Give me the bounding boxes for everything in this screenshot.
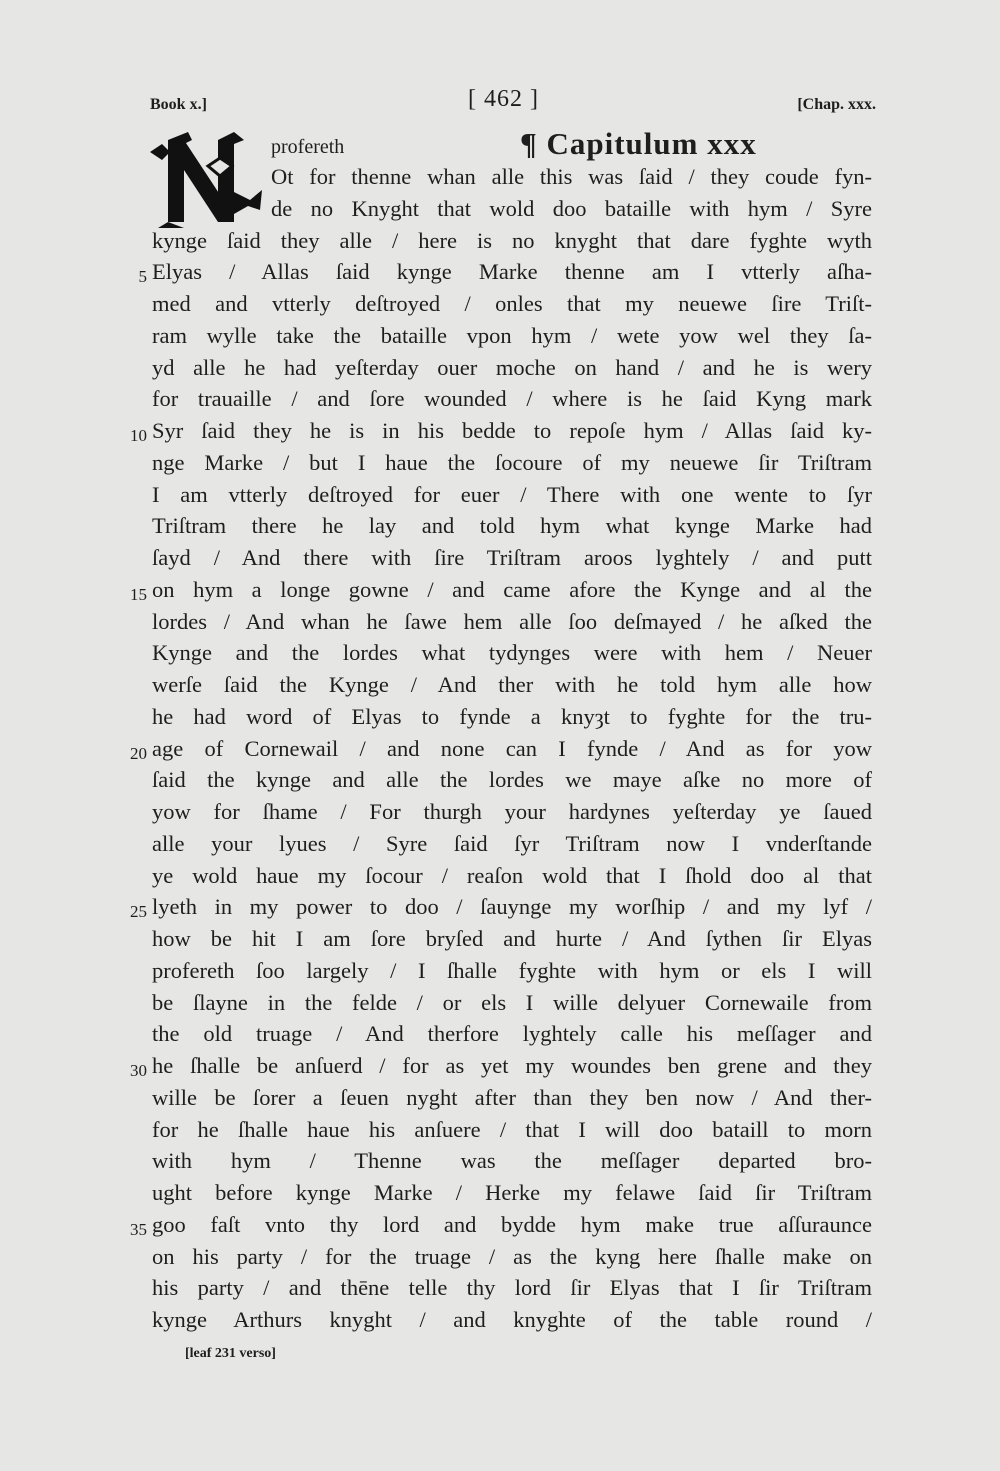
line-text: ſaid the kynge and alle the lordes we maye aſke no more of <box>152 767 872 793</box>
line-number: 15 <box>130 584 147 604</box>
line-number: 25 <box>130 902 147 922</box>
line-text: Ot for thenne whan alle this was ſaid / they coude fyn- <box>271 164 872 189</box>
text-line <box>0 831 1000 863</box>
line-number: 10 <box>130 426 147 445</box>
line-text: kynge Arthurs knyght / and knyghte of the table round / <box>152 1307 872 1332</box>
line-text: lyeth in my power to doo / ſauynge my worſhip / and my lyf / <box>152 894 872 920</box>
book-label: Book x.] <box>150 96 207 113</box>
line-text: Kynge and the lordes what tydynges were with hem / Neuer <box>152 640 872 666</box>
text-line <box>0 577 1000 609</box>
text-line <box>0 1244 1000 1276</box>
text-line <box>0 1275 1000 1307</box>
text-line <box>0 863 1000 895</box>
text-line <box>0 228 1000 260</box>
text-line <box>0 767 1000 799</box>
line-text: he ſhalle be anſuerd / for as yet my woundes ben grene and they <box>152 1053 872 1078</box>
line-text: kynge ſaid they alle / here is no knyght that dare fyghte wyth <box>152 227 872 253</box>
text-line <box>0 640 1000 672</box>
line-number: 20 <box>130 743 147 763</box>
text-line <box>0 609 1000 641</box>
line-text: nge Marke / but I haue the ſocoure of my neuewe ſir Triſtram <box>152 449 872 475</box>
text-line <box>0 450 1000 482</box>
text-line <box>0 291 1000 323</box>
line-text: Triſtram there he lay and told hym what kynge Marke had <box>152 513 872 539</box>
line-text: goo faſt vnto thy lord and bydde hym make true aſſuraunce <box>152 1211 872 1237</box>
text-line <box>0 1053 1000 1085</box>
line-text: be ſlayne in the felde / or els I wille delyuer Cornewaile from <box>152 989 872 1015</box>
line-text: yow for ſhame / For thurgh your hardynes yeſterday ye ſaued <box>152 799 872 824</box>
line-text: ſayd / And there with ſire Triſtram aroos lyghtely / and putt <box>152 545 872 570</box>
line-text: ram wylle take the bataille vpon hym / wete yow wel they ſa- <box>152 322 872 348</box>
text-line <box>0 894 1000 926</box>
text-line <box>0 1148 1000 1180</box>
text-line <box>0 196 1000 228</box>
text-line <box>0 704 1000 736</box>
line-text: Elyas / Allas ſaid kynge Marke thenne am I vtterly aſha- <box>152 259 872 285</box>
line-text: the old truage / And therfore lyghtely calle his meſſager and <box>152 1021 872 1047</box>
text-line <box>0 926 1000 958</box>
line-text: for he ſhalle haue his anſuere / that I will doo bataill to morn <box>152 1116 872 1142</box>
text-line <box>0 1085 1000 1117</box>
text-line <box>0 990 1000 1022</box>
text-line <box>0 1180 1000 1212</box>
text-line <box>0 1212 1000 1244</box>
text-line <box>0 418 1000 450</box>
line-text: ye wold haue my ſocour / reaſon wold that I ſhold doo al that <box>152 862 872 888</box>
line-text: yd alle he had yeſterday ouer moche on hand / and he is wery <box>152 354 872 380</box>
line-text: how be hit I am ſore bryſed and hurte / And ſythen ſir Elyas <box>152 926 872 951</box>
text-line <box>0 545 1000 577</box>
line-text: I am vtterly deſtroyed for euer / There with one wente to ſyr <box>152 481 872 507</box>
line-text: he had word of Elyas to fynde a knyȝt to fyghte for the tru- <box>152 703 872 729</box>
line-number: 5 <box>138 267 147 287</box>
line-text: Syr ſaid they he is in his bedde to repoſe hym / Allas ſaid ky- <box>152 418 872 443</box>
line-text: profereth ſoo largely / I ſhalle fyghte with hym or els I will <box>152 957 872 983</box>
text-line <box>0 1021 1000 1053</box>
text-line <box>0 736 1000 768</box>
text-line <box>0 1307 1000 1339</box>
line-text: age of Cornewail / and none can I fynde / And as for yow <box>152 735 872 761</box>
text-line <box>0 482 1000 514</box>
text-line <box>0 386 1000 418</box>
line-text: wille be ſorer a ſeuen nyght after than they ben now / And ther- <box>152 1084 872 1110</box>
leaf-footnote: [leaf 231 verso] <box>185 1346 276 1361</box>
chapter-label: [Chap. xxx. <box>797 96 876 113</box>
text-line <box>0 672 1000 704</box>
text-line <box>0 259 1000 291</box>
line-text: on hym a longe gowne / and came afore the Kynge and al the <box>152 576 872 602</box>
line-text: his party / and thēne telle thy lord ſir Elyas that I ſir Triſtram <box>152 1275 872 1301</box>
line-number: 30 <box>130 1061 147 1080</box>
line-text: with hym / Thenne was the meſſager departed bro- <box>152 1148 872 1174</box>
text-line <box>0 958 1000 990</box>
line-number: 35 <box>130 1219 147 1239</box>
line-text: ught before kynge Marke / Herke my felawe ſaid ſir Triſtram <box>152 1180 872 1205</box>
line-text: de no Knyght that wold doo bataille with hym / Syre <box>271 195 872 221</box>
line-text: lordes / And whan he ſawe hem alle ſoo deſmayed / he aſked the <box>152 608 872 634</box>
text-line <box>0 799 1000 831</box>
chapter-heading: ¶ Capitulum xxx <box>520 126 757 161</box>
line-text: alle your lyues / Syre ſaid ſyr Triſtram now I vnderſtande <box>152 830 872 856</box>
page-number: [ 462 ] <box>468 86 539 112</box>
first-word: profereth <box>271 136 345 158</box>
line-text: on his party / for the truage / as the kyng here ſhalle make on <box>152 1243 872 1269</box>
text-line <box>0 323 1000 355</box>
line-text: werſe ſaid the Kynge / And ther with he told hym alle how <box>152 672 872 697</box>
line-text: for trauaille / and ſore wounded / where is he ſaid Kyng mark <box>152 386 872 412</box>
line-text: med and vtterly deſtroyed / onles that my neuewe ſire Triſt- <box>152 291 872 316</box>
text-line <box>0 164 1000 196</box>
text-line <box>0 355 1000 387</box>
page-header <box>0 86 1000 120</box>
text-line <box>0 1117 1000 1149</box>
text-line <box>0 513 1000 545</box>
